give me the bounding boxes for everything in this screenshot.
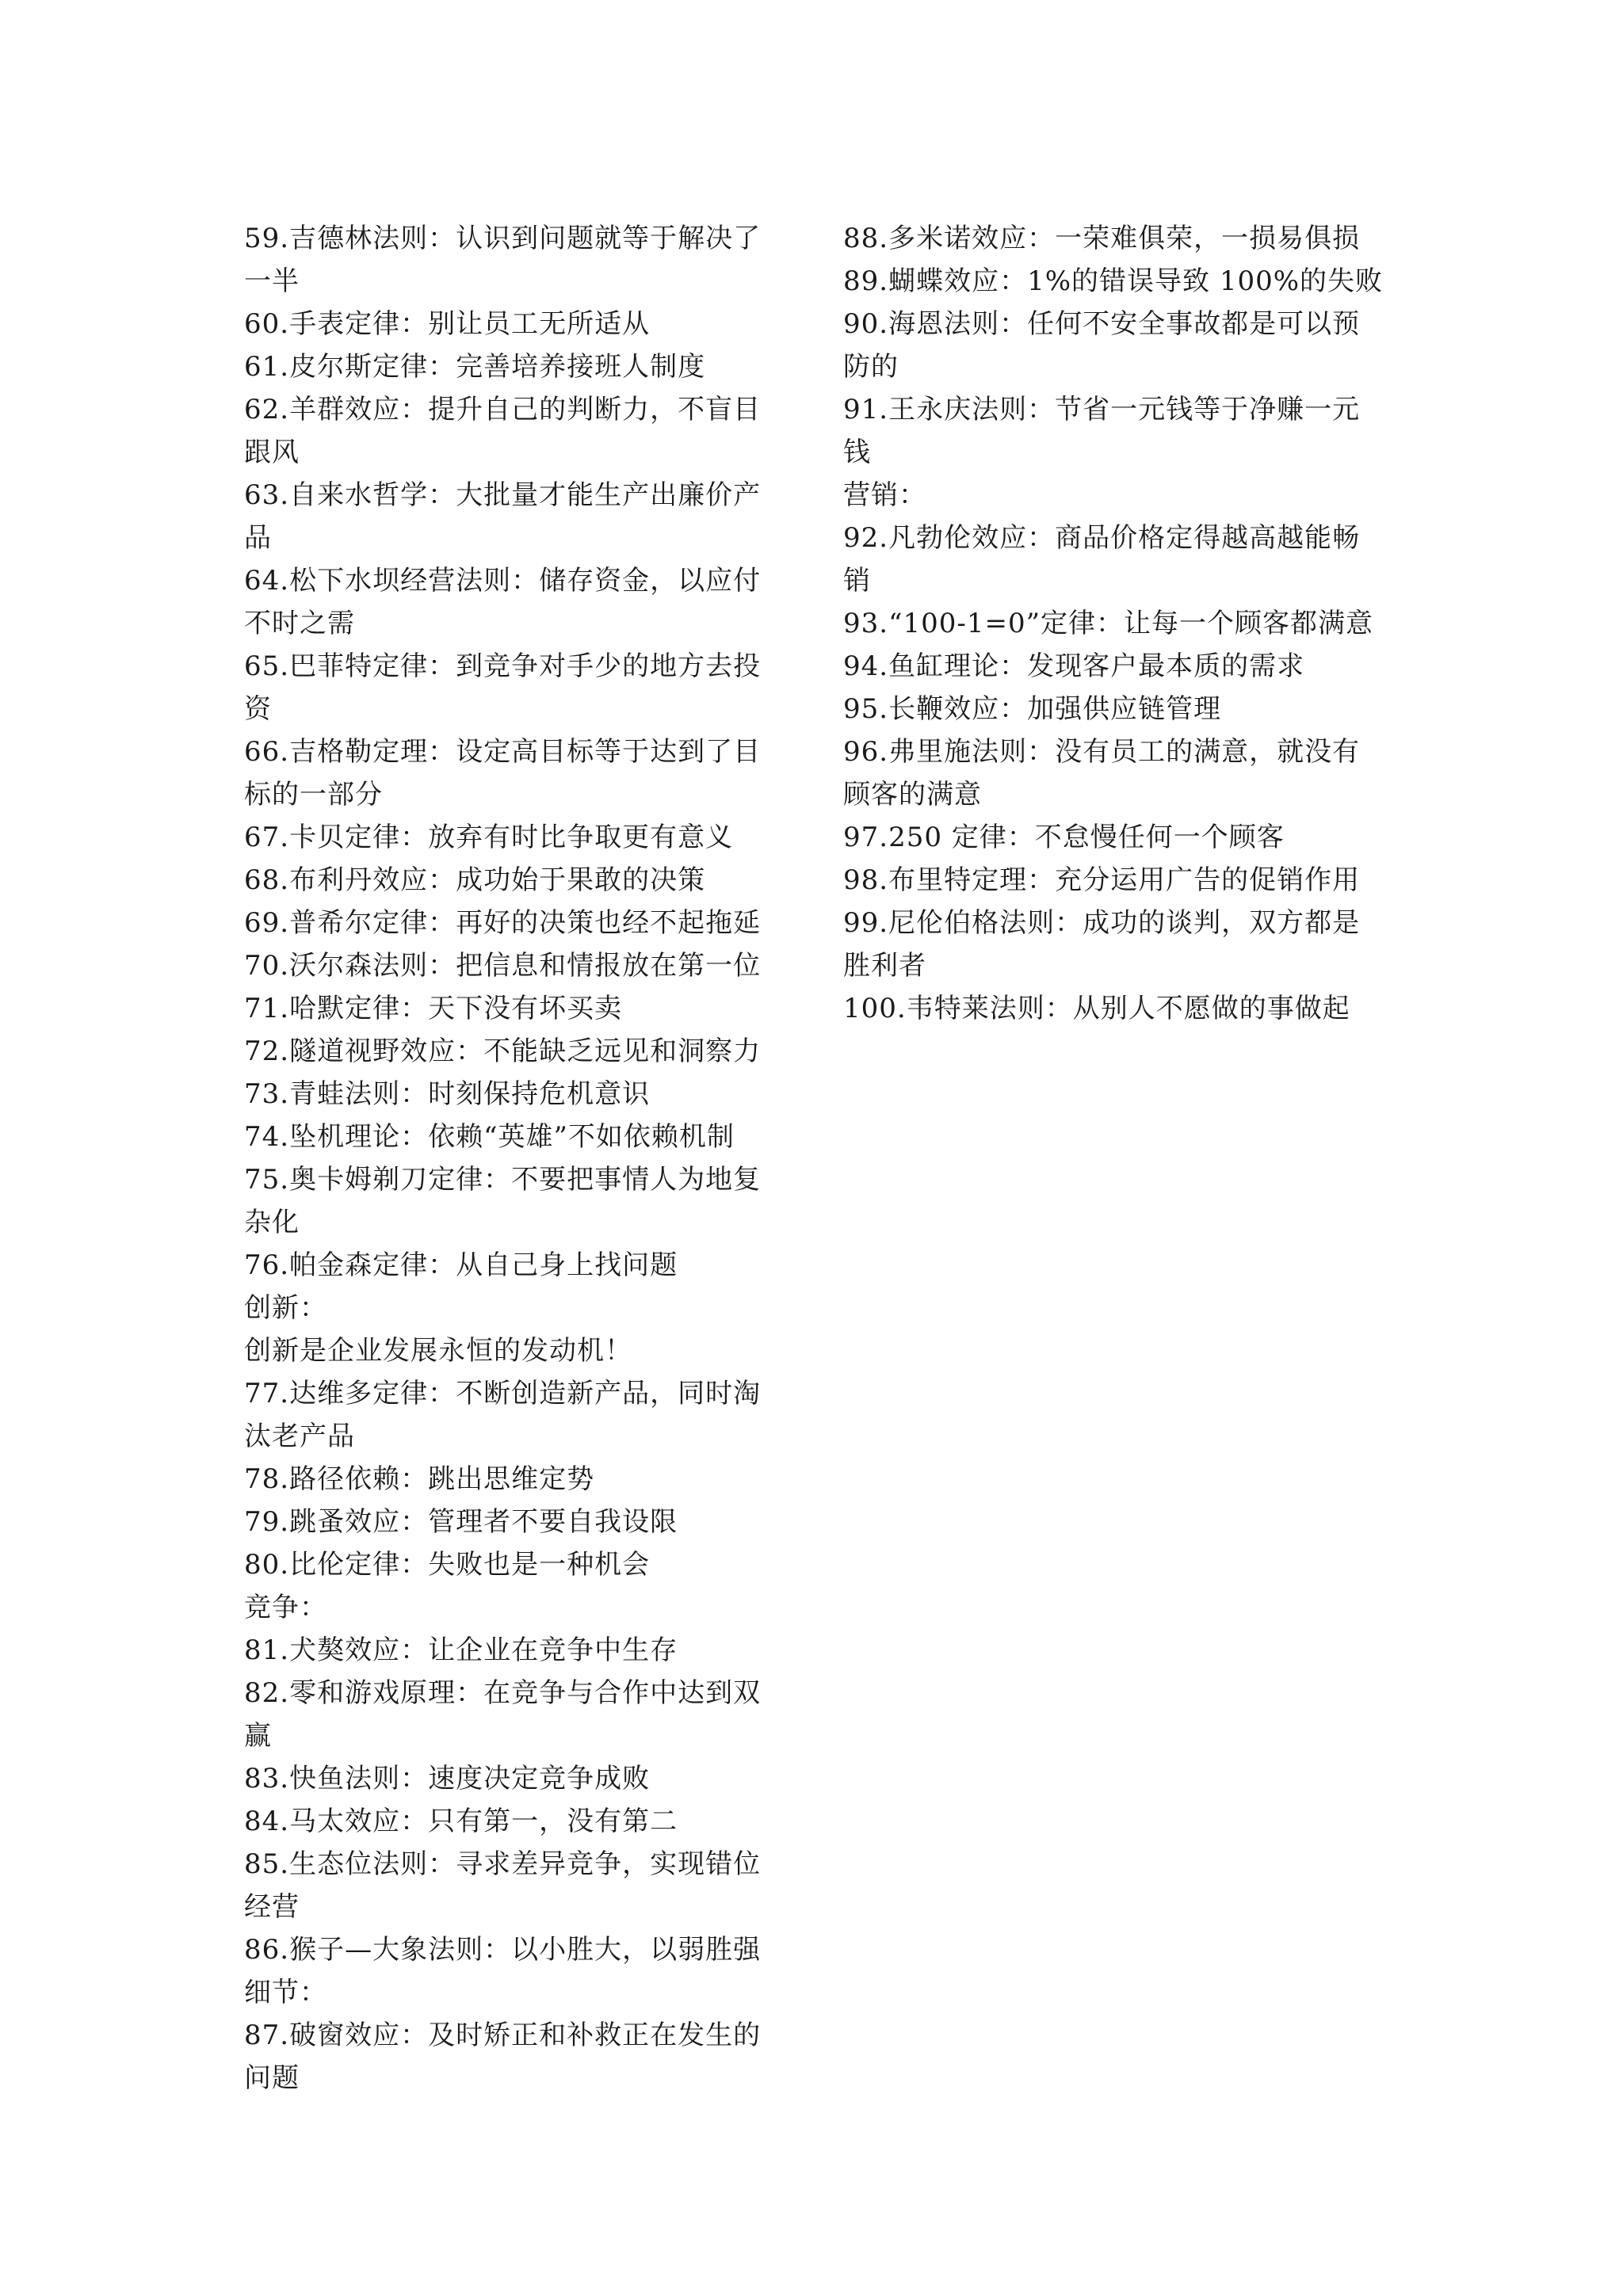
text-line: 83.快鱼法则：速度决定竞争成败 <box>244 1763 651 1794</box>
text-line: 73.青蛙法则：时刻保持危机意识 <box>244 1078 651 1110</box>
section-heading: 细节： <box>244 1977 327 2008</box>
section-heading: 竞争： <box>244 1592 327 1623</box>
text-line: 销 <box>843 565 871 597</box>
text-line: 63.自来水哲学：大批量才能生产出廉价产 <box>244 479 762 511</box>
text-line: 82.零和游戏原理：在竞争与合作中达到双 <box>244 1677 762 1709</box>
text-line: 赢 <box>244 1720 272 1752</box>
text-line: 71.哈默定律：天下没有坏买卖 <box>244 993 623 1024</box>
text-line: 88.多米诺效应：一荣难俱荣，一损易俱损 <box>843 223 1361 254</box>
text-line: 60.手表定律：别让员工无所适从 <box>244 308 651 340</box>
right-column <box>843 217 1398 1030</box>
text-line: 95.长鞭效应：加强供应链管理 <box>843 693 1222 725</box>
text-line: 经营 <box>244 1891 300 1923</box>
text-line: 91.王永庆法则：节省一元钱等于净赚一元 <box>843 394 1361 425</box>
left-column <box>244 217 791 2100</box>
text-line: 79.跳蚤效应：管理者不要自我设限 <box>244 1506 678 1538</box>
text-line: 78.路径依赖：跳出思维定势 <box>244 1463 595 1495</box>
text-line: 胜利者 <box>843 950 926 982</box>
text-line: 问题 <box>244 2062 300 2094</box>
text-line: 67.卡贝定律：放弃有时比争取更有意义 <box>244 822 734 853</box>
text-line: 75.奥卡姆剃刀定律：不要把事情人为地复 <box>244 1164 762 1196</box>
text-line: 64.松下水坝经营法则：储存资金，以应付 <box>244 565 762 597</box>
text-line: 69.普希尔定律：再好的决策也经不起拖延 <box>244 907 762 939</box>
text-line: 61.皮尔斯定律：完善培养接班人制度 <box>244 351 706 383</box>
text-line: 98.布里特定理：充分运用广告的促销作用 <box>843 864 1361 896</box>
text-line: 钱 <box>843 437 871 468</box>
text-line: 70.沃尔森法则：把信息和情报放在第一位 <box>244 950 762 982</box>
text-line: 汰老产品 <box>244 1421 355 1452</box>
text-line: 77.达维多定律：不断创造新产品，同时淘 <box>244 1378 762 1409</box>
text-line: 资 <box>244 693 272 725</box>
text-line: 跟风 <box>244 437 300 468</box>
text-line: 不时之需 <box>244 608 355 639</box>
text-line: 65.巴菲特定律：到竞争对手少的地方去投 <box>244 650 762 682</box>
text-line: 87.破窗效应：及时矫正和补救正在发生的 <box>244 2019 762 2051</box>
text-line: 96.弗里施法则：没有员工的满意，就没有 <box>843 736 1361 768</box>
text-line: 74.坠机理论：依赖“英雄”不如依赖机制 <box>244 1121 735 1153</box>
text-line: 62.羊群效应：提升自己的判断力，不盲目 <box>244 394 762 425</box>
text-line: 92.凡勃伦效应：商品价格定得越高越能畅 <box>843 522 1361 554</box>
text-line: 68.布利丹效应：成功始于果敢的决策 <box>244 864 706 896</box>
text-line: 66.吉格勒定理：设定高目标等于达到了目 <box>244 736 762 768</box>
text-line: 90.海恩法则：任何不安全事故都是可以预 <box>843 308 1361 340</box>
text-line: 100.韦特莱法则：从别人不愿做的事做起 <box>843 993 1350 1024</box>
text-line: 76.帕金森定律：从自己身上找问题 <box>244 1249 678 1281</box>
section-heading: 营销： <box>843 479 926 511</box>
text-line: 品 <box>244 522 272 554</box>
text-line: 杂化 <box>244 1207 300 1238</box>
text-line: 80.比伦定律：失败也是一种机会 <box>244 1549 651 1581</box>
text-line: 84.马太效应：只有第一，没有第二 <box>244 1806 678 1837</box>
text-line: 99.尼伦伯格法则：成功的谈判，双方都是 <box>843 907 1361 939</box>
text-line: 顾客的满意 <box>843 779 982 810</box>
text-line: 一半 <box>244 265 300 297</box>
text-line: 59.吉德林法则：认识到问题就等于解决了 <box>244 223 762 254</box>
text-line: 标的一部分 <box>244 779 383 810</box>
text-line: 72.隧道视野效应：不能缺乏远见和洞察力 <box>244 1035 762 1067</box>
section-heading: 创新： <box>244 1292 327 1324</box>
text-line: 81.犬獒效应：让企业在竞争中生存 <box>244 1634 678 1666</box>
text-line: 防的 <box>843 351 899 383</box>
text-line: 85.生态位法则：寻求差异竞争，实现错位 <box>244 1848 762 1880</box>
text-line: 94.鱼缸理论：发现客户最本质的需求 <box>843 650 1305 682</box>
text-line: 97.250 定律：不怠慢任何一个顾客 <box>843 822 1285 853</box>
text-line: 89.蝴蝶效应：1%的错误导致 100%的失败 <box>843 265 1384 297</box>
text-line: 86.猴子—大象法则：以小胜大，以弱胜强 <box>244 1934 762 1966</box>
text-line: 93.“100-1=0”定律：让每一个顾客都满意 <box>843 608 1373 639</box>
text-line: 创新是企业发展永恒的发动机！ <box>244 1335 632 1367</box>
